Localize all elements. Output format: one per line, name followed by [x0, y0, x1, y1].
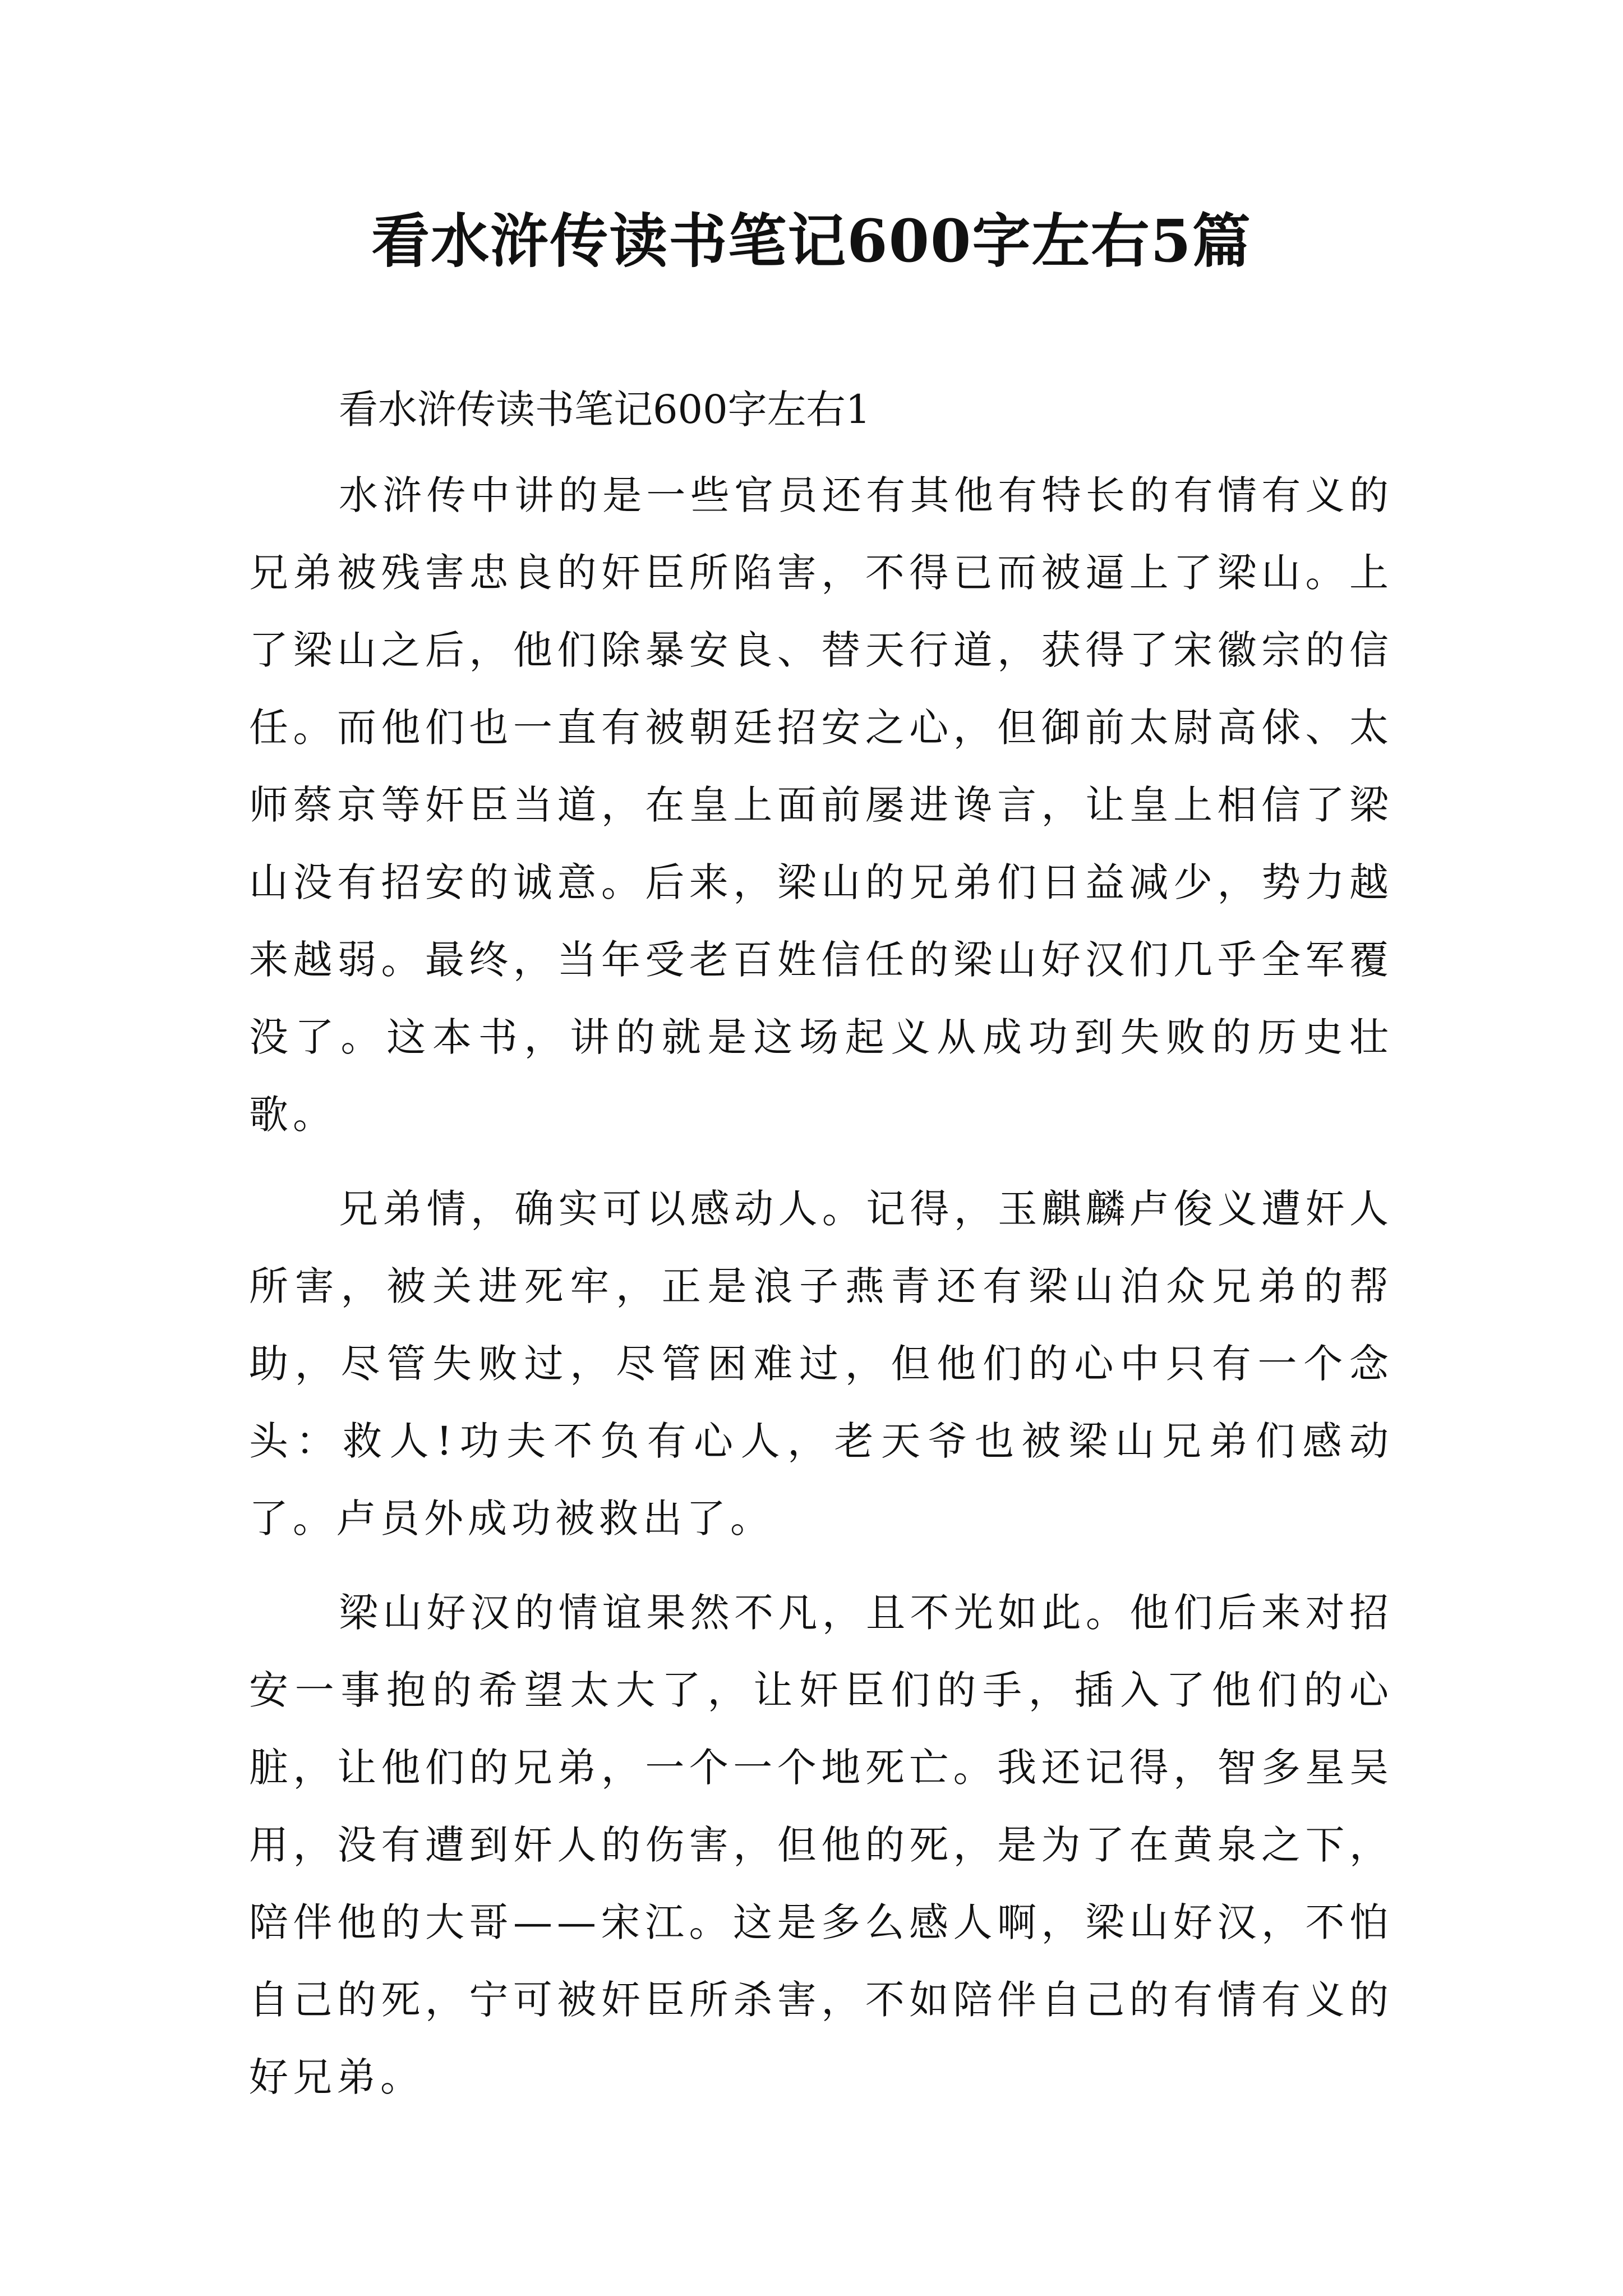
- document-title: 看水浒传读书笔记600字左右5篇: [371, 206, 1252, 275]
- section-heading: 看水浒传读书笔记600字左右1: [339, 386, 871, 432]
- paragraph-2: 兄弟情，确实可以感动人。记得，玉麒麟卢俊义遭奸人所害，被关进死牢，正是浪子燕青还有梁山泊众兄弟的帮助，尽管失败过，尽管困难过，但他们的心中只有一个念头：救人!功夫不负有心人，老天爷也被梁山兄弟们感动了。卢员外成功被救出了。: [249, 1186, 1393, 1542]
- document-body: [249, 376, 1393, 2133]
- paragraph-1: 水浒传中讲的是一些官员还有其他有特长的有情有义的兄弟被残害忠良的奸臣所陷害，不得已而被逼上了梁山。上了梁山之后，他们除暴安良、替天行道，获得了宋徽宗的信任。而他们也一直有被朝廷招安之心，但御前太尉高俅、太师蔡京等奸臣当道，在皇上面前屡进谗言，让皇上相信了梁山没有招安的诚意。后来，梁山的兄弟们日益减少，势力越来越弱。最终，当年受老百姓信任的梁山好汉们几乎全军覆没了。这本书，讲的就是这场起义从成功到失败的历史壮歌。: [249, 472, 1393, 1138]
- paragraph-3: 梁山好汉的情谊果然不凡，且不光如此。他们后来对招安一事抱的希望太大了，让奸臣们的手，插入了他们的心脏，让他们的兄弟，一个一个地死亡。我还记得，智多星吴用，没有遭到奸人的伤害，但他的死，是为了在黄泉之下，陪伴他的大哥——宋江。这是多么感人啊，梁山好汉，不怕自己的死，宁可被奸臣所杀害，不如陪伴自己的有情有义的好兄弟。: [249, 1590, 1393, 2100]
